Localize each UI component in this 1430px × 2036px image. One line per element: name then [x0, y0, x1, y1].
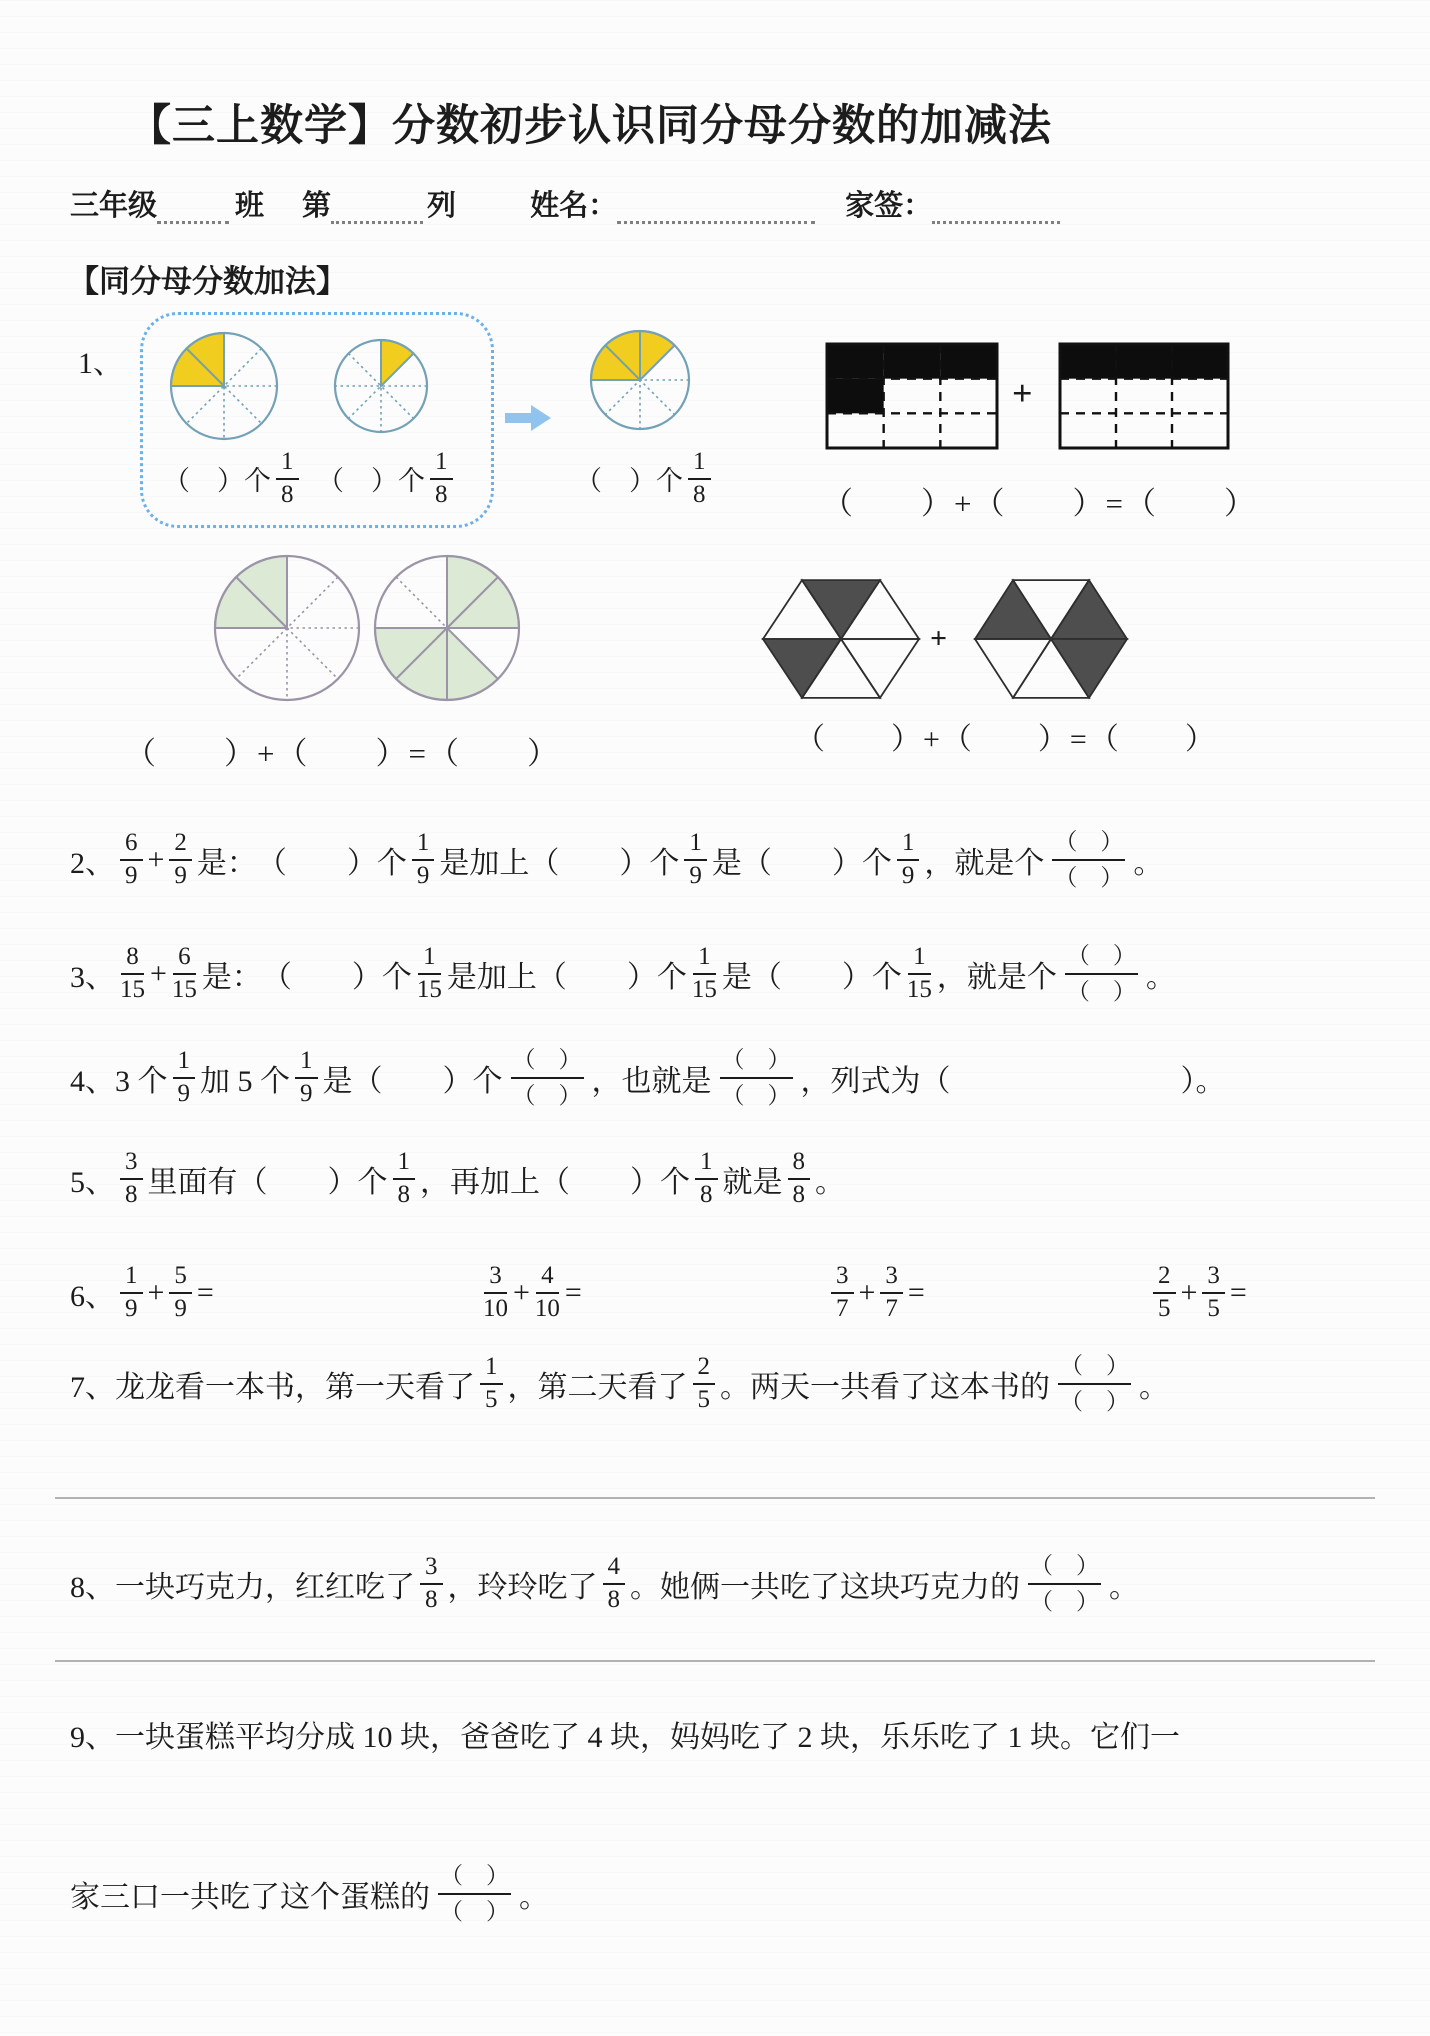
fraction-denominator: 10 — [483, 1294, 508, 1322]
fraction-denominator: 9 — [416, 861, 430, 889]
text-run: + — [147, 842, 165, 876]
circle-2-count-label — [317, 448, 458, 510]
blank-fraction-denominator: （ ） — [721, 1082, 791, 1108]
circle-1-count-label — [163, 448, 304, 510]
fraction — [693, 1353, 716, 1415]
text-run: ，第二天看了 — [507, 1370, 688, 1404]
fraction-circle-1 — [168, 330, 280, 442]
text-run: 。 — [1139, 1370, 1169, 1404]
fraction-numerator: 1 — [412, 829, 435, 861]
fraction — [393, 1148, 416, 1210]
text-run: 9、一块蛋糕平均分成 10 块，爸爸吃了 4 块，妈妈吃了 2 块，乐乐吃了 1 块。它们一 — [70, 1721, 1180, 1754]
fraction-denominator: 15 — [120, 975, 145, 1003]
name-label: 姓名： — [530, 190, 618, 222]
fraction — [412, 829, 435, 891]
fraction — [695, 1148, 718, 1210]
blank-fraction-numerator: （ ） — [720, 1046, 793, 1079]
blank-fraction-denominator: （ ） — [1066, 978, 1136, 1004]
question-6-expression-1 — [70, 1262, 214, 1324]
fraction-numerator: 1 — [480, 1353, 503, 1385]
text-run: 是加上（ ）个 — [439, 846, 680, 880]
text-run: = — [564, 1275, 582, 1309]
student-info-row — [70, 183, 1060, 224]
fraction — [430, 448, 453, 510]
text-run: 是： （ ）个 — [201, 960, 412, 994]
green-circle-paren-equation: （ ）+（ ）=（ ） — [125, 736, 560, 771]
fraction-numerator: 1 — [418, 943, 441, 975]
fraction — [603, 1553, 626, 1615]
fraction — [684, 829, 707, 891]
blank-fraction — [438, 1862, 511, 1925]
text-run: + — [1180, 1275, 1198, 1309]
fraction-denominator: 8 — [125, 1180, 138, 1208]
fraction-denominator: 7 — [836, 1294, 849, 1322]
question-9-line-1 — [70, 1712, 1180, 1756]
fraction — [831, 1262, 854, 1324]
text-run: 。两天一共看了这本书的 — [720, 1370, 1050, 1404]
fraction-denominator: 9 — [300, 1079, 313, 1107]
plus-sign: + — [930, 622, 948, 655]
fraction-numerator: 2 — [1153, 1262, 1176, 1294]
fraction-denominator: 8 — [435, 480, 448, 508]
fraction — [417, 943, 442, 1005]
fraction-denominator: 8 — [792, 1180, 805, 1208]
fraction — [483, 1262, 508, 1324]
fraction — [169, 829, 192, 891]
text-run: + — [513, 1275, 530, 1309]
question-8 — [70, 1552, 1139, 1615]
circle-result-count-label — [575, 448, 716, 510]
fraction-denominator: 5 — [1207, 1294, 1220, 1322]
text-run: 是（ ）个 — [711, 846, 892, 880]
text-run: 。 — [815, 1165, 845, 1199]
text-run: （ ）个 — [575, 466, 683, 497]
fraction-numerator: 2 — [169, 829, 192, 861]
text-run: （ ）个 — [317, 466, 425, 497]
blank-fraction — [1058, 1352, 1131, 1415]
fraction-numerator: 3 — [120, 1148, 143, 1180]
fraction-circle-green-1 — [212, 553, 362, 703]
fraction-numerator: 1 — [173, 1047, 196, 1079]
fraction-numerator: 1 — [688, 448, 711, 480]
blank-fraction — [1065, 942, 1138, 1005]
blank-fraction-numerator: （ ） — [1028, 1552, 1101, 1585]
fraction — [295, 1047, 318, 1109]
fraction — [173, 1047, 196, 1109]
blank-fraction-denominator: （ ） — [1054, 864, 1124, 890]
text-run: 是： （ ）个 — [196, 846, 407, 880]
text-run: 家三口一共吃了这个蛋糕的 — [70, 1880, 430, 1914]
fraction — [1202, 1262, 1225, 1324]
sign-fill-in-blank — [932, 191, 1060, 224]
fraction — [120, 943, 145, 1005]
column-prefix-label: 第 — [302, 190, 332, 222]
fraction-numerator: 1 — [684, 829, 707, 861]
blank-fraction — [1052, 828, 1125, 891]
fraction-denominator: 8 — [397, 1180, 410, 1208]
text-run: 是（ ）个 — [721, 960, 902, 994]
fraction-numerator: 1 — [295, 1047, 318, 1079]
fraction-numerator: 1 — [430, 448, 453, 480]
fraction-denominator: 10 — [534, 1294, 560, 1322]
text-run: 加 5 个 — [200, 1064, 290, 1098]
fraction — [420, 1553, 443, 1615]
fraction-numerator: 1 — [693, 943, 716, 975]
fraction-denominator: 8 — [700, 1180, 713, 1208]
column-label: 列 — [427, 190, 457, 222]
fraction-denominator: 5 — [697, 1385, 710, 1413]
fraction-numerator: 1 — [120, 1262, 143, 1294]
text-run: 5、 — [70, 1165, 115, 1199]
blank-fraction-denominator: （ ） — [440, 1898, 509, 1924]
blank-fraction-numerator: （ ） — [438, 1862, 511, 1895]
fraction — [120, 829, 143, 891]
fraction-numerator: 2 — [693, 1353, 716, 1385]
right-arrow-icon — [505, 403, 551, 433]
blank-fraction — [511, 1046, 584, 1109]
fraction — [276, 448, 299, 510]
grid-paren-equation: （ ）+（ ）=（ ） — [822, 486, 1257, 521]
fraction-numerator: 1 — [695, 1148, 718, 1180]
text-run: 就是 — [722, 1165, 783, 1199]
fraction-denominator: 15 — [416, 975, 442, 1003]
hexagon-paren-equation: （ ）+（ ）=（ ） — [795, 723, 1217, 756]
fraction — [907, 943, 932, 1005]
fraction-numerator: 5 — [169, 1262, 192, 1294]
fraction-numerator: 4 — [603, 1553, 626, 1585]
blank-fraction-numerator: （ ） — [511, 1046, 584, 1079]
fraction-denominator: 5 — [485, 1385, 498, 1413]
fraction-numerator: 1 — [393, 1148, 416, 1180]
question-6-expression-3 — [826, 1262, 925, 1324]
text-run: ，玲玲吃了 — [447, 1570, 598, 1604]
fraction-denominator: 9 — [689, 861, 702, 889]
class-label: 班 — [235, 190, 265, 222]
fraction-grid-1 — [825, 342, 999, 450]
question-1-number: 1、 — [78, 347, 123, 380]
text-run: 。 — [1109, 1570, 1139, 1604]
text-run: ，就是个 — [936, 960, 1057, 994]
fraction-numerator: 6 — [120, 829, 143, 861]
fraction-circle-green-2 — [372, 553, 522, 703]
text-run: 8、一块巧克力，红红吃了 — [70, 1570, 415, 1604]
fraction-numerator: 6 — [173, 943, 196, 975]
text-run: 6、 — [70, 1279, 115, 1313]
section-title: 【同分母分数加法】 — [68, 264, 347, 299]
sign-label: 家签： — [845, 190, 933, 222]
fraction — [169, 1262, 192, 1324]
text-run: + — [858, 1275, 876, 1309]
fraction — [172, 943, 197, 1005]
text-run: 是（ ）个 — [322, 1064, 503, 1098]
fraction-denominator: 5 — [1158, 1294, 1171, 1322]
fraction-denominator: 15 — [906, 975, 932, 1003]
question-6-expression-2 — [478, 1262, 582, 1324]
fraction — [897, 829, 920, 891]
fraction — [480, 1353, 503, 1415]
question-4 — [70, 1046, 1226, 1109]
name-fill-in-blank — [617, 191, 815, 224]
plus-sign: + — [1012, 373, 1033, 413]
text-run: 7、龙龙看一本书，第一天看了 — [70, 1370, 475, 1404]
text-run: 。她俩一共吃了这块巧克力的 — [630, 1570, 1020, 1604]
text-run: 是加上（ ）个 — [446, 960, 687, 994]
blank-fraction — [720, 1046, 793, 1109]
fraction — [1153, 1262, 1176, 1324]
blank-fraction-numerator: （ ） — [1052, 828, 1125, 861]
blank-fraction-denominator: （ ） — [1030, 1588, 1099, 1614]
fraction-numerator: 8 — [121, 943, 144, 975]
fraction-numerator: 1 — [276, 448, 299, 480]
text-run: 4、3 个 — [70, 1064, 168, 1098]
text-run: 。 — [519, 1880, 549, 1914]
blank-fraction-denominator: （ ） — [512, 1082, 582, 1108]
fraction-denominator: 9 — [901, 861, 915, 889]
fraction — [688, 448, 711, 510]
fraction-hexagon-1 — [760, 568, 922, 710]
divider-line — [55, 1497, 1375, 1499]
text-run: ，也就是 — [591, 1064, 712, 1098]
text-run: 里面有（ ）个 — [147, 1165, 388, 1199]
page-title: 【三上数学】分数初步认识同分母分数的加减法 — [128, 103, 1052, 150]
question-3 — [70, 942, 1176, 1005]
fraction-denominator: 8 — [607, 1585, 620, 1613]
fraction-denominator: 9 — [174, 861, 187, 889]
question-9-line-2 — [70, 1862, 549, 1925]
fraction-numerator: 3 — [1202, 1262, 1225, 1294]
text-run: 。 — [1133, 846, 1164, 880]
fraction-numerator: 8 — [788, 1148, 811, 1180]
text-run: 3、 — [70, 960, 115, 994]
fraction-denominator: 9 — [177, 1079, 190, 1107]
fraction-denominator: 15 — [691, 975, 717, 1003]
text-run: + — [150, 956, 167, 990]
fraction-circle-result — [588, 328, 692, 432]
text-run: （ ）个 — [163, 466, 271, 497]
fraction — [692, 943, 717, 1005]
fraction-numerator: 3 — [880, 1262, 903, 1294]
text-run: = — [196, 1275, 214, 1309]
fraction-hexagon-2 — [972, 568, 1130, 710]
text-run: ）。 — [1180, 1064, 1226, 1098]
fraction-numerator: 3 — [831, 1262, 854, 1294]
fraction-denominator: 15 — [171, 975, 197, 1003]
text-run: + — [147, 1275, 165, 1309]
fraction-denominator: 9 — [125, 861, 138, 889]
text-run: 2、 — [70, 846, 115, 880]
fraction-numerator: 1 — [908, 943, 931, 975]
fraction-denominator: 8 — [281, 480, 294, 508]
class-fill-in-blank — [157, 191, 229, 224]
text-run: = — [907, 1275, 925, 1309]
question-2 — [70, 828, 1163, 891]
blank-fraction-numerator: （ ） — [1058, 1352, 1131, 1385]
fraction — [120, 1262, 143, 1324]
fraction-denominator: 9 — [174, 1294, 187, 1322]
fraction-circle-2 — [332, 337, 430, 435]
fraction-numerator: 3 — [420, 1553, 443, 1585]
fraction-denominator: 8 — [425, 1585, 438, 1613]
fraction-numerator: 3 — [484, 1262, 507, 1294]
fraction-numerator: 4 — [536, 1262, 559, 1294]
divider-line — [55, 1660, 1375, 1662]
text-run: ，再加上（ ）个 — [420, 1165, 690, 1199]
text-run: ，列式为（ — [800, 1064, 951, 1098]
blank-fraction-denominator: （ ） — [1060, 1388, 1129, 1414]
fraction — [788, 1148, 811, 1210]
blank-fraction-numerator: （ ） — [1065, 942, 1138, 975]
fraction-grid-2 — [1058, 342, 1230, 450]
fraction-denominator: 8 — [693, 480, 706, 508]
text-run: 。 — [1145, 960, 1176, 994]
blank-fraction — [1028, 1552, 1101, 1615]
fraction — [120, 1148, 143, 1210]
fraction-denominator: 9 — [125, 1294, 138, 1322]
text-run: ，就是个 — [924, 846, 1045, 880]
fraction-numerator: 1 — [897, 829, 920, 861]
fraction — [880, 1262, 903, 1324]
text-run: = — [1229, 1275, 1247, 1309]
column-fill-in-blank — [331, 191, 423, 224]
question-5 — [70, 1148, 845, 1210]
question-7 — [70, 1352, 1169, 1415]
fraction-denominator: 7 — [885, 1294, 898, 1322]
question-6-expression-4 — [1148, 1262, 1247, 1324]
fraction — [535, 1262, 560, 1324]
grade-label: 三年级 — [70, 190, 158, 222]
